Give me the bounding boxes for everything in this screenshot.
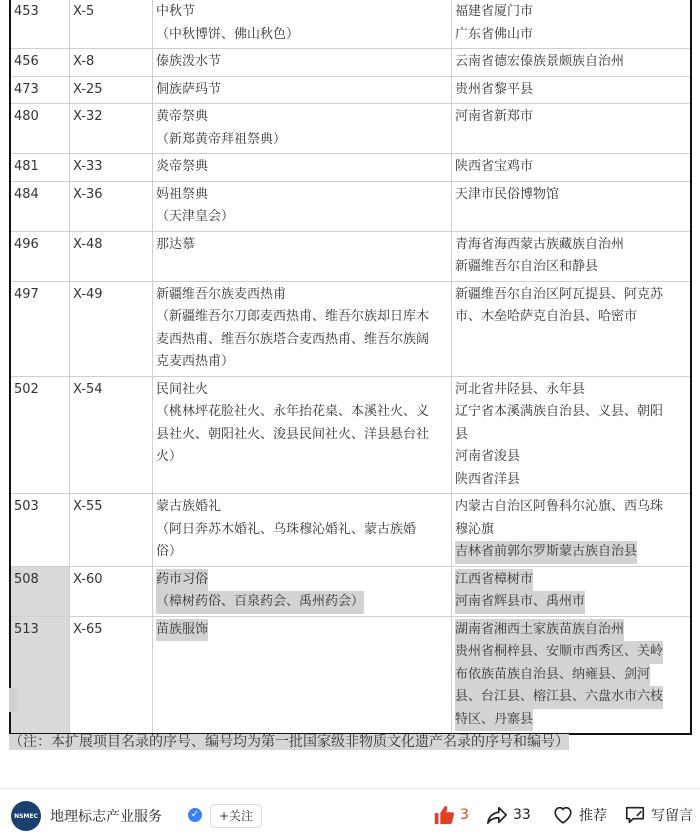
footer-divider — [0, 788, 700, 789]
item-name: 炎帝祭典 — [156, 159, 209, 174]
cell-item-code — [70, 76, 153, 104]
follow-button[interactable]: +关注 — [210, 804, 262, 828]
region-line: 县 — [455, 426, 469, 442]
table-row — [10, 0, 691, 49]
serial-number: 513 — [14, 621, 39, 637]
region-line: 特区、丹寨县 — [455, 709, 533, 732]
item-name: 药市习俗 — [156, 569, 208, 592]
region-line: 云南省德宏傣族景颇族自治州 — [455, 54, 625, 69]
serial-number: 484 — [14, 186, 39, 202]
item-detail: （中秋博饼、佛山秋色） — [156, 26, 300, 42]
item-code: X-65 — [73, 621, 103, 637]
cell-region — [452, 154, 692, 182]
cell-region — [452, 616, 692, 734]
item-code: X-8 — [73, 54, 95, 69]
region-line: 广东省佛山市 — [455, 26, 534, 42]
cell-item-code — [70, 104, 153, 154]
region-line: 陕西省宝鸡市 — [455, 159, 534, 174]
cell-item-code — [70, 181, 153, 231]
item-detail: （桃林坪花脸社火、永年抬花桌、本溪社火、义 — [156, 404, 430, 419]
cell-item-code — [70, 49, 153, 77]
cell-item-name — [153, 181, 452, 231]
serial-number: 456 — [14, 54, 39, 69]
item-name: 黄帝祭典 — [156, 109, 209, 124]
item-code: X-36 — [73, 186, 103, 202]
heart-icon — [552, 804, 574, 826]
region-line: 贵州省桐梓县、安顺市西秀区、关岭 — [455, 641, 663, 664]
table-row — [10, 231, 691, 281]
cell-serial-number — [10, 154, 70, 182]
region-line: 河南省浚县 — [455, 449, 521, 464]
region-line: 贵州省黎平县 — [455, 81, 534, 97]
serial-number: 503 — [14, 499, 39, 514]
cell-item-name — [153, 0, 452, 49]
cell-region — [452, 104, 692, 154]
cell-item-name — [153, 616, 452, 734]
cell-serial-number — [10, 281, 70, 376]
region-line: 江西省樟树市 — [455, 569, 533, 592]
table-row — [10, 104, 691, 154]
share-arrow-icon — [486, 804, 508, 826]
cell-item-code — [70, 0, 153, 49]
cell-item-code — [70, 231, 153, 281]
cell-region — [452, 231, 692, 281]
region-line: 河南省辉县市、禹州市 — [455, 591, 585, 614]
region-line: 湖南省湘西土家族苗族自治州 — [455, 619, 624, 642]
highlight-marker — [9, 688, 17, 712]
region-line: 河南省新郑市 — [455, 109, 534, 124]
cell-region — [452, 76, 692, 104]
serial-number: 502 — [14, 381, 39, 397]
item-code: X-54 — [73, 381, 103, 397]
item-code: X-49 — [73, 286, 103, 302]
table-row — [10, 376, 691, 494]
cell-region — [452, 181, 692, 231]
item-detail: 火） — [156, 449, 183, 464]
cell-item-name — [153, 281, 452, 376]
item-code: X-55 — [73, 499, 103, 514]
share-count: 33 — [513, 807, 531, 823]
table-note — [9, 730, 661, 755]
cell-item-code — [70, 616, 153, 734]
account-avatar[interactable] — [11, 801, 41, 831]
item-detail: （阿日奔苏木婚礼、乌珠穆沁婚礼、蒙古族婚 — [156, 521, 417, 537]
region-line: 辽宁省本溪满族自治县、义县、朝阳 — [455, 404, 664, 419]
recommend-button[interactable] — [552, 804, 607, 826]
item-code: X-32 — [73, 109, 103, 124]
cell-serial-number — [10, 566, 70, 616]
serial-number: 497 — [14, 286, 39, 302]
serial-number: 453 — [14, 4, 39, 19]
cell-serial-number — [10, 231, 70, 281]
account-name[interactable]: 地理标志产业服务 — [50, 809, 162, 825]
item-name: 妈祖祭典 — [156, 186, 209, 202]
cell-serial-number — [10, 49, 70, 77]
item-code: X-33 — [73, 159, 103, 174]
item-code: X-48 — [73, 236, 103, 252]
comment-label: 写留言 — [651, 808, 693, 824]
heritage-table-body — [10, 0, 691, 734]
cell-item-code — [70, 376, 153, 494]
serial-number: 496 — [14, 236, 39, 252]
item-code: X-25 — [73, 81, 103, 97]
region-line: 陕西省洋县 — [455, 471, 521, 487]
verified-badge-icon: ✓ — [188, 808, 202, 822]
cell-item-name — [153, 566, 452, 616]
cell-region — [452, 566, 692, 616]
cell-item-name — [153, 49, 452, 77]
cell-item-name — [153, 494, 452, 567]
cell-serial-number — [10, 376, 70, 494]
region-line: 天津市民俗博物馆 — [455, 186, 560, 202]
item-name: 那达慕 — [156, 236, 196, 252]
table-row — [10, 49, 691, 77]
like-button[interactable] — [433, 804, 469, 826]
comment-edit-icon — [624, 804, 646, 826]
item-detail: （天津皇会） — [156, 209, 235, 224]
cell-region — [452, 281, 692, 376]
heritage-table — [9, 0, 692, 735]
item-detail: （新郑黄帝拜祖祭典） — [156, 131, 287, 147]
cell-serial-number — [10, 76, 70, 104]
region-line: 市、木垒哈萨克自治县、哈密市 — [455, 309, 638, 324]
cell-region — [452, 376, 692, 494]
serial-number: 508 — [14, 571, 39, 587]
cell-item-code — [70, 566, 153, 616]
item-detail: 麦西热甫、维吾尔族塔合麦西热甫、维吾尔族阔 — [156, 331, 430, 347]
recommend-label: 推荐 — [579, 808, 607, 824]
serial-number: 473 — [14, 81, 39, 97]
item-name: 民间社火 — [156, 381, 209, 397]
cell-item-name — [153, 104, 452, 154]
region-line: 穆沁旗 — [455, 521, 495, 537]
cell-item-code — [70, 281, 153, 376]
table-note-text: （注：本扩展项目名录的序号、编号均为第一批国家级非物质文化遗产名录的序号和编号） — [9, 734, 569, 750]
item-name: 苗族服饰 — [156, 619, 208, 642]
item-detail: 俗） — [156, 544, 183, 559]
cell-region — [452, 494, 692, 567]
table-row — [10, 566, 691, 616]
cell-item-name — [153, 154, 452, 182]
item-name: 傣族泼水节 — [156, 54, 222, 69]
thumbs-up-icon — [433, 804, 455, 826]
table-row — [10, 281, 691, 376]
cell-serial-number — [10, 104, 70, 154]
cell-item-name — [153, 76, 452, 104]
region-line: 福建省厦门市 — [455, 4, 534, 19]
item-name: 蒙古族婚礼 — [156, 499, 222, 514]
region-line: 新疆维吾尔自治区阿瓦提县、阿克苏 — [455, 286, 664, 302]
cell-item-code — [70, 154, 153, 182]
table-row — [10, 76, 691, 104]
like-count: 3 — [460, 807, 469, 823]
cell-serial-number — [10, 181, 70, 231]
region-line: 布依族苗族自治县、纳雍县、剑河 — [455, 664, 650, 687]
avatar-logo-text: NSMEC — [14, 812, 38, 820]
item-detail: 县社火、朝阳社火、浚县民间社火、洋县悬台社 — [156, 426, 430, 442]
cell-item-code — [70, 494, 153, 567]
item-detail: （新疆维吾尔刀郎麦西热甫、维吾尔族却日库木 — [156, 309, 430, 324]
cell-item-name — [153, 231, 452, 281]
region-line: 内蒙古自治区阿鲁科尔沁旗、西乌珠 — [455, 499, 664, 514]
cell-item-name — [153, 376, 452, 494]
item-code: X-60 — [73, 571, 103, 587]
item-detail: 克麦西热甫） — [156, 354, 235, 369]
cell-serial-number — [10, 494, 70, 567]
serial-number: 480 — [14, 109, 39, 124]
cell-region — [452, 0, 692, 49]
bottom-action-bar — [0, 796, 700, 835]
item-name: 中秋节 — [156, 4, 196, 19]
item-detail: （樟树药俗、百泉药会、禹州药会） — [156, 591, 364, 614]
cell-serial-number — [10, 616, 70, 734]
item-name: 新疆维吾尔族麦西热甫 — [156, 286, 287, 302]
table-row — [10, 181, 691, 231]
region-line: 吉林省前郭尔罗斯蒙古族自治县 — [455, 541, 637, 564]
cell-region — [452, 49, 692, 77]
region-line: 县、台江县、榕江县、六盘水市六枝 — [455, 686, 663, 709]
cell-serial-number — [10, 0, 70, 49]
table-row — [10, 494, 691, 567]
item-name: 侗族萨玛节 — [156, 81, 222, 97]
region-line: 河北省井陉县、永年县 — [455, 381, 586, 397]
region-line: 青海省海西蒙古族藏族自治州 — [455, 236, 625, 252]
table-row — [10, 154, 691, 182]
table-row — [10, 616, 691, 734]
serial-number: 481 — [14, 159, 39, 174]
item-code: X-5 — [73, 4, 95, 19]
share-button[interactable] — [486, 804, 531, 826]
region-line: 新疆维吾尔自治区和静县 — [455, 259, 599, 274]
comment-button[interactable] — [624, 804, 693, 826]
